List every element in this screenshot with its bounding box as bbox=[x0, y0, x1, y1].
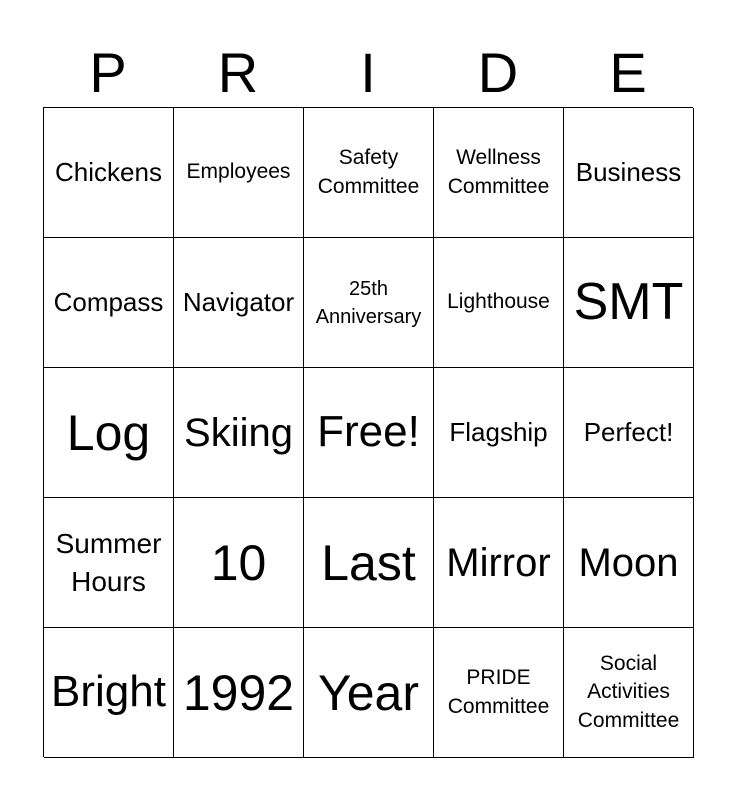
bingo-cell[interactable]: Safety Committee bbox=[304, 108, 434, 238]
header-letter-e: E bbox=[609, 41, 647, 104]
bingo-cell[interactable]: Chickens bbox=[44, 108, 174, 238]
header-letter-d: D bbox=[477, 41, 519, 104]
bingo-cell[interactable]: 1992 bbox=[174, 628, 304, 758]
bingo-cell[interactable]: Social Activities Committee bbox=[564, 628, 694, 758]
bingo-cell[interactable]: Business bbox=[564, 108, 694, 238]
bingo-cell[interactable]: Mirror bbox=[434, 498, 564, 628]
bingo-cell[interactable]: PRIDE Committee bbox=[434, 628, 564, 758]
bingo-cell[interactable]: Wellness Committee bbox=[434, 108, 564, 238]
bingo-cell[interactable]: Lighthouse bbox=[434, 238, 564, 368]
bingo-cell[interactable]: Last bbox=[304, 498, 434, 628]
bingo-cell[interactable]: 10 bbox=[174, 498, 304, 628]
bingo-cell[interactable]: Employees bbox=[174, 108, 304, 238]
bingo-board bbox=[43, 107, 693, 757]
bingo-cell[interactable]: Perfect! bbox=[564, 368, 694, 498]
bingo-cell[interactable]: 25th Anniversary bbox=[304, 238, 434, 368]
bingo-cell[interactable]: Flagship bbox=[434, 368, 564, 498]
bingo-cell[interactable]: Navigator bbox=[174, 238, 304, 368]
bingo-cell[interactable]: Compass bbox=[44, 238, 174, 368]
header-letter-r: R bbox=[217, 41, 259, 104]
bingo-cell[interactable]: Summer Hours bbox=[44, 498, 174, 628]
header-letter-i: I bbox=[360, 41, 376, 104]
bingo-header bbox=[43, 42, 693, 104]
bingo-cell[interactable]: Moon bbox=[564, 498, 694, 628]
header-letter-p: P bbox=[89, 41, 127, 104]
bingo-cell[interactable]: Bright bbox=[44, 628, 174, 758]
bingo-cell[interactable]: SMT bbox=[564, 238, 694, 368]
bingo-cell[interactable]: Skiing bbox=[174, 368, 304, 498]
bingo-cell[interactable]: Free! bbox=[304, 368, 434, 498]
bingo-cell[interactable]: Log bbox=[44, 368, 174, 498]
bingo-cell[interactable]: Year bbox=[304, 628, 434, 758]
